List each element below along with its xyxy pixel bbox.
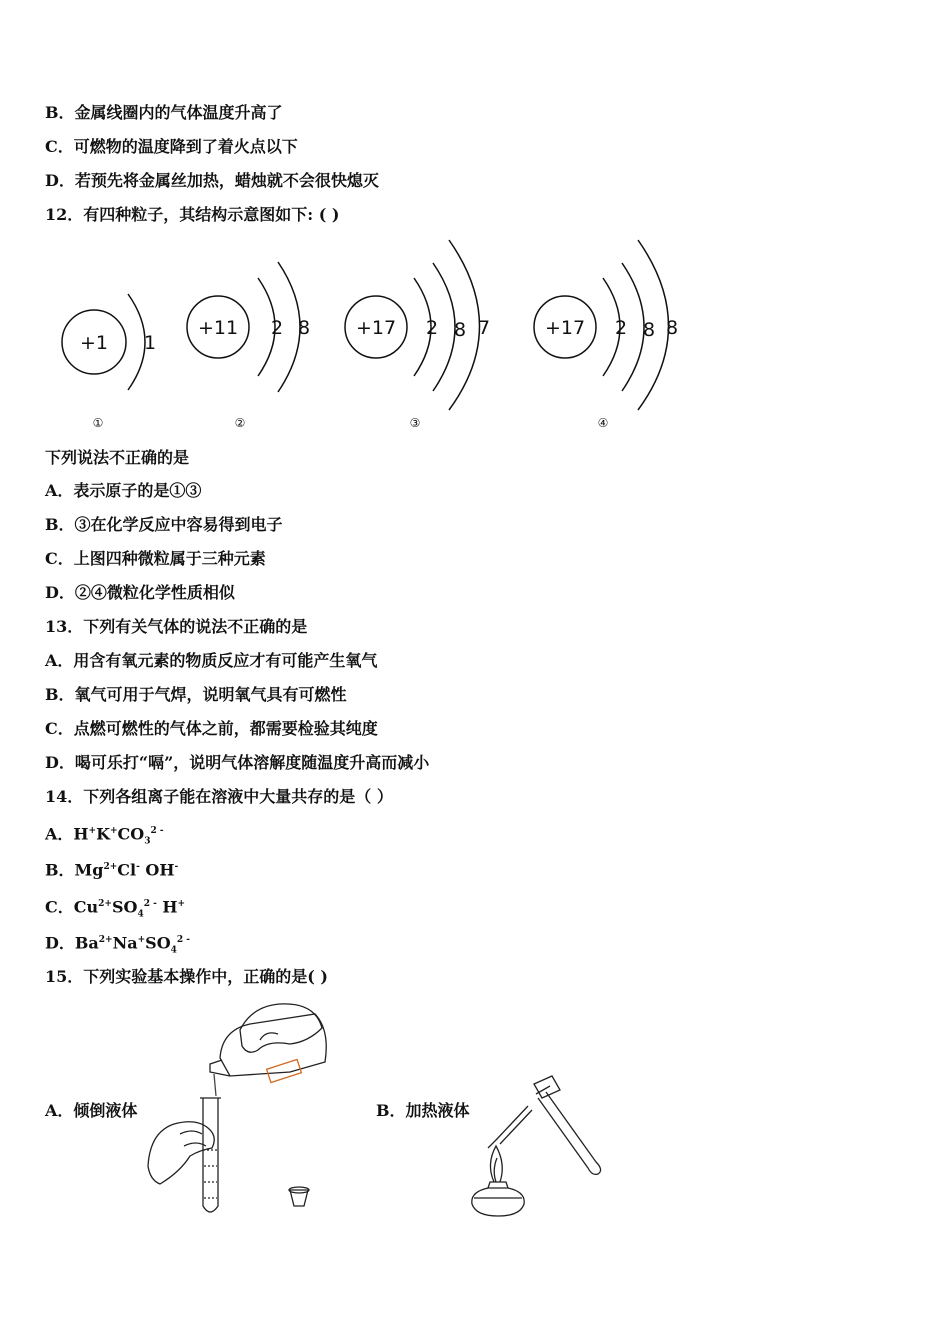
atom1-label: ①: [92, 416, 104, 430]
q13-option-d: D．喝可乐打“嗝”，说明气体溶解度随温度升高而减小: [45, 753, 430, 772]
q14-option-b: B．$Mg^{2+}Cl^-$ OH-: [45, 860, 179, 880]
question-12: 12．有四种粒子，其结构示意图如下: ( ): [45, 205, 340, 224]
atom3-shell-3: 7: [477, 317, 491, 339]
question-14: 14．下列各组离子能在溶液中大量共存的是（ ）: [45, 787, 393, 806]
atom2-nucleus: +11: [197, 317, 239, 339]
atom2-shell-1: 2: [270, 317, 284, 339]
q13-option-b: B．氧气可用于气焊，说明氧气具有可燃性: [45, 685, 347, 704]
q13-option-a: A．用含有氧元素的物质反应才有可能产生氧气: [45, 651, 378, 670]
pouring-liquid-illustration: [140, 1000, 340, 1222]
atom4-nucleus: +17: [544, 317, 586, 339]
q12-option-c: C．上图四种微粒属于三种元素: [45, 549, 266, 568]
atom2-shell-2: 8: [297, 317, 311, 339]
q14-option-a: A．$H^+K^+CO_3^{2 -}$: [45, 824, 164, 847]
question-13: 13．下列有关气体的说法不正确的是: [45, 617, 308, 636]
atom1-nucleus: +1: [79, 332, 109, 354]
heating-liquid-illustration: [460, 1070, 610, 1220]
q13-option-c: C．点燃可燃性的气体之前，都需要检验其纯度: [45, 719, 378, 738]
atom4-label: ④: [597, 416, 609, 430]
q12-option-a: A．表示原子的是①③: [45, 481, 202, 500]
q12-option-b: B．③在化学反应中容易得到电子: [45, 515, 283, 534]
question-15: 15．下列实验基本操作中，正确的是( ): [45, 967, 328, 986]
q11-option-d: D．若预先将金属丝加热，蜡烛就不会很快熄灭: [45, 171, 379, 190]
atom-structure-diagrams: [40, 236, 700, 436]
atom3-shell-2: 8: [453, 319, 467, 341]
atom3-shell-1: 2: [425, 317, 439, 339]
q14-option-c: C．$Cu^{2+}SO_4^{2 -}$ H+: [45, 897, 186, 920]
q15-option-b: B．加热液体: [376, 1101, 470, 1120]
q14-option-d: D．$Ba^{2+}Na^+SO_4^{2 -}$: [45, 933, 191, 956]
atom4-shell-2: 8: [642, 319, 656, 341]
atom1-shell-1: 1: [143, 332, 157, 354]
q15-option-a: A．倾倒液体: [45, 1101, 138, 1120]
q11-option-c: C．可燃物的温度降到了着火点以下: [45, 137, 298, 156]
atom3-label: ③: [409, 416, 421, 430]
q11-option-b: B．金属线圈内的气体温度升高了: [45, 103, 283, 122]
q12-intro: 下列说法不正确的是: [45, 448, 190, 467]
q12-option-d: D．②④微粒化学性质相似: [45, 583, 235, 602]
atom3-nucleus: +17: [355, 317, 397, 339]
atom4-shell-3: 8: [665, 317, 679, 339]
atom2-label: ②: [234, 416, 246, 430]
atom4-shell-1: 2: [614, 317, 628, 339]
